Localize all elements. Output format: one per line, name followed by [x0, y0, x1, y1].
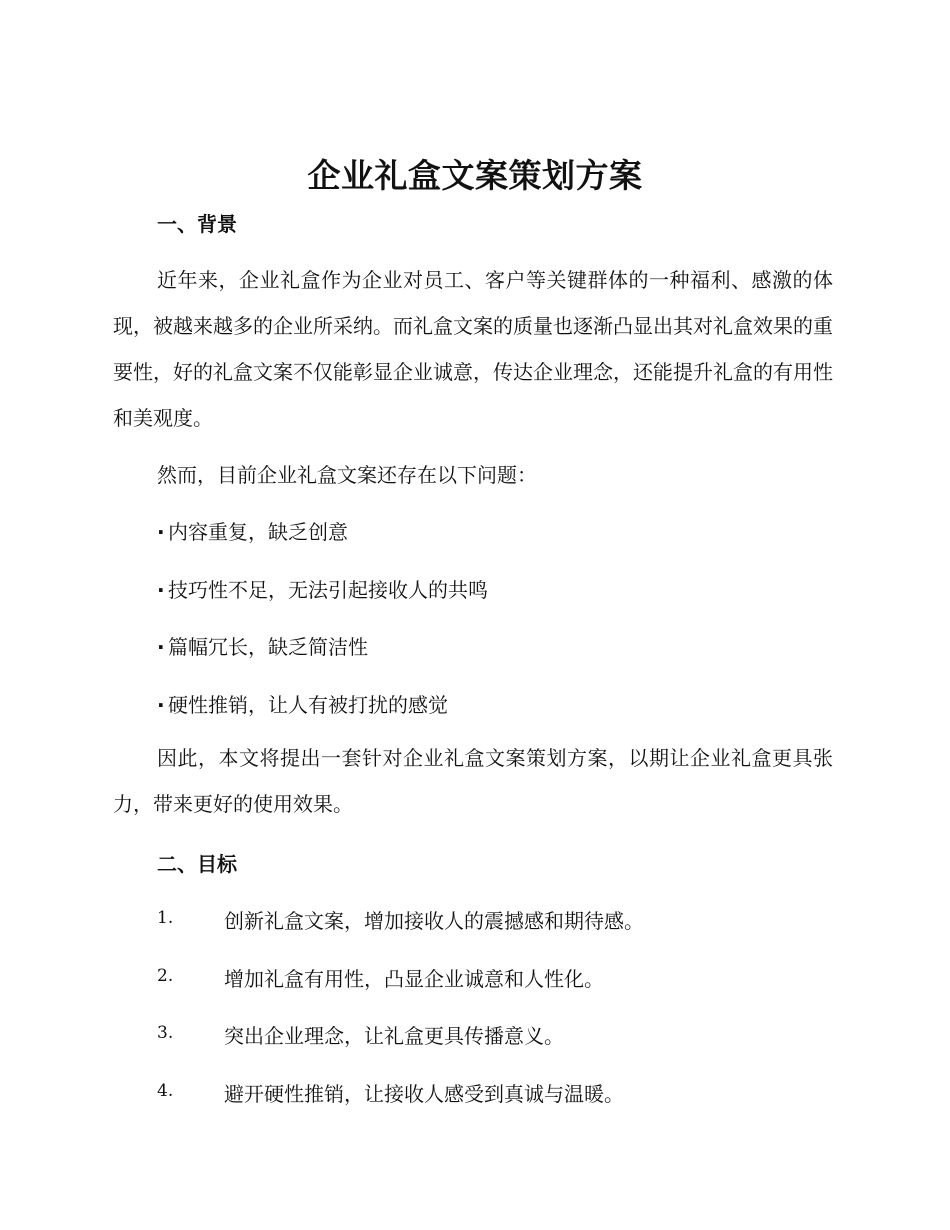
- section-heading-background: 一、背景: [157, 212, 237, 236]
- list-number: 2.: [157, 966, 174, 986]
- paragraph-background-intro: 近年来，企业礼盒作为企业对员工、客户等关键群体的一种福利、感激的体现，被越来越多的企业所采纳。而礼盒文案的质量也逐渐凸显出其对礼盒效果的重要性，好的礼盒文案不仅能彰显企业诚意，传达企业理念，还能提升礼盒的有用性和美观度。: [113, 268, 833, 430]
- list-item-text: 突出企业理念，让礼盒更具传播意义。: [224, 1024, 564, 1048]
- bullet-item: [157, 516, 348, 545]
- bullet-dot: ·: [157, 635, 165, 659]
- list-number: 4.: [157, 1081, 174, 1101]
- section-heading-goals: 二、目标: [157, 852, 237, 876]
- list-item-text: 避开硬性推销，让接收人感受到真诚与温暖。: [224, 1082, 624, 1106]
- list-item-text: 创新礼盒文案，增加接收人的震撼感和期待感。: [224, 909, 644, 933]
- paragraph-conclusion: 因此，本文将提出一套针对企业礼盒文案策划方案，以期让企业礼盒更具张力，带来更好的使用效果。: [113, 746, 833, 816]
- bullet-item: [157, 689, 448, 718]
- bullet-dot: ·: [157, 578, 165, 602]
- list-item-text: 增加礼盒有用性，凸显企业诚意和人性化。: [224, 967, 604, 991]
- bullet-item: [157, 631, 368, 660]
- bullet-text: 篇幅冗长，缺乏简洁性: [168, 635, 368, 659]
- paragraph-problems-lead: 然而，目前企业礼盒文案还存在以下问题：: [157, 463, 537, 487]
- bullet-item: [157, 574, 488, 603]
- bullet-text: 内容重复，缺乏创意: [168, 520, 348, 544]
- list-number: 1.: [157, 908, 174, 928]
- bullet-text: 技巧性不足，无法引起接收人的共鸣: [168, 578, 488, 602]
- bullet-text: 硬性推销，让人有被打扰的感觉: [168, 693, 448, 717]
- document-title: 企业礼盒文案策划方案: [307, 156, 643, 195]
- bullet-dot: ·: [157, 693, 165, 717]
- bullet-dot: ·: [157, 520, 165, 544]
- list-number: 3.: [157, 1023, 174, 1043]
